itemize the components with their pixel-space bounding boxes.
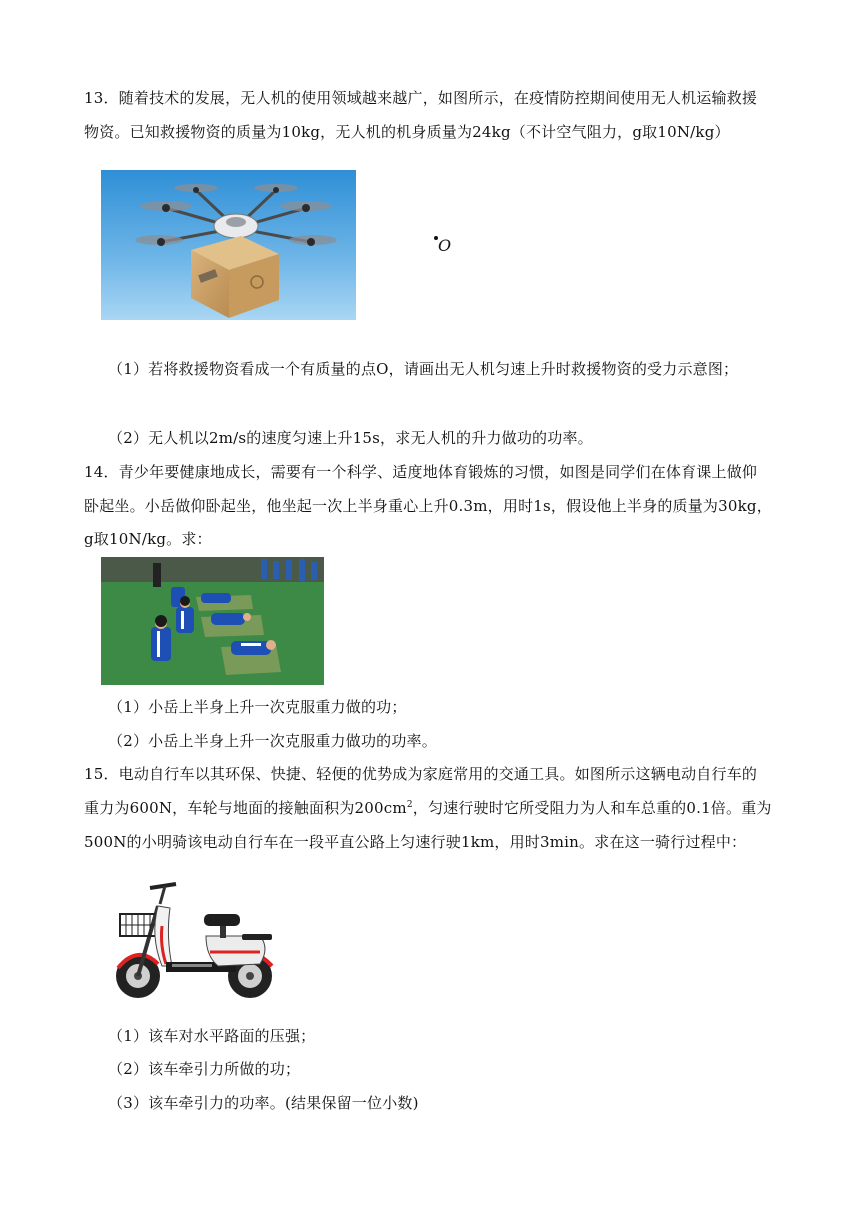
q13-subquestion-1: （1）若将救援物资看成一个有质量的点O，请画出无人机匀速上升时救援物资的受力示意图； [108, 360, 739, 378]
q14-line-3: g取10N/kg。求： [84, 530, 212, 548]
q13-subquestion-2: （2）无人机以2m/s的速度匀速上升15s，求无人机的升力做功的功率。 [108, 429, 593, 447]
q15-line-3: 500N的小明骑该电动自行车在一段平直公路上匀速行驶1km，用时3min。求在这一骑行过程中： [84, 833, 747, 851]
electric-bicycle-photo [110, 876, 282, 1002]
q15-subquestion-3: （3）该车牵引力的功率。(结果保留一位小数) [108, 1094, 419, 1112]
q14-line-1: 14．青少年要健康地成长，需要有一个科学、适度地体育锻炼的习惯，如图是同学们在体育课上做仰 [84, 463, 758, 481]
q13-line-1: 13．随着技术的发展，无人机的使用领域越来越广，如图所示，在疫情防控期间使用无人机运输救援 [84, 89, 758, 107]
q14-line-2: 卧起坐。小岳做仰卧起坐，他坐起一次上半身重心上升0.3m，用时1s，假设他上半身的质量为30kg， [84, 497, 772, 515]
situp-class-photo [101, 557, 324, 685]
q14-subquestion-2: （2）小岳上半身上升一次克服重力做功的功率。 [108, 732, 437, 750]
q15-line-2-part-b: ，匀速行驶时它所受阻力为人和车总重的0.1倍。重为 [412, 799, 772, 817]
q14-subquestion-1: （1）小岳上半身上升一次克服重力做的功； [108, 698, 407, 716]
q15-subquestion-1: （1）该车对水平路面的压强； [108, 1027, 316, 1045]
q13-line-2: 物资。已知救援物资的质量为10kg，无人机的机身质量为24kg（不计空气阻力，g取10N/kg） [84, 123, 730, 141]
point-o-label: O [438, 236, 452, 255]
situp-illustration [101, 557, 324, 685]
q15-line-2 [84, 798, 772, 818]
drone-illustration [101, 170, 356, 320]
q15-line-2-part-a: 重力为600N，车轮与地面的接触面积为200cm [84, 799, 407, 817]
ebike-illustration [110, 876, 282, 1002]
q15-subquestion-2: （2）该车牵引力所做的功； [108, 1060, 301, 1078]
drone-delivery-photo [101, 170, 356, 320]
q15-line-1: 15．电动自行车以其环保、快捷、轻便的优势成为家庭常用的交通工具。如图所示这辆电动自行车的 [84, 765, 758, 783]
q15-unit-superscript: 2 [406, 800, 413, 810]
